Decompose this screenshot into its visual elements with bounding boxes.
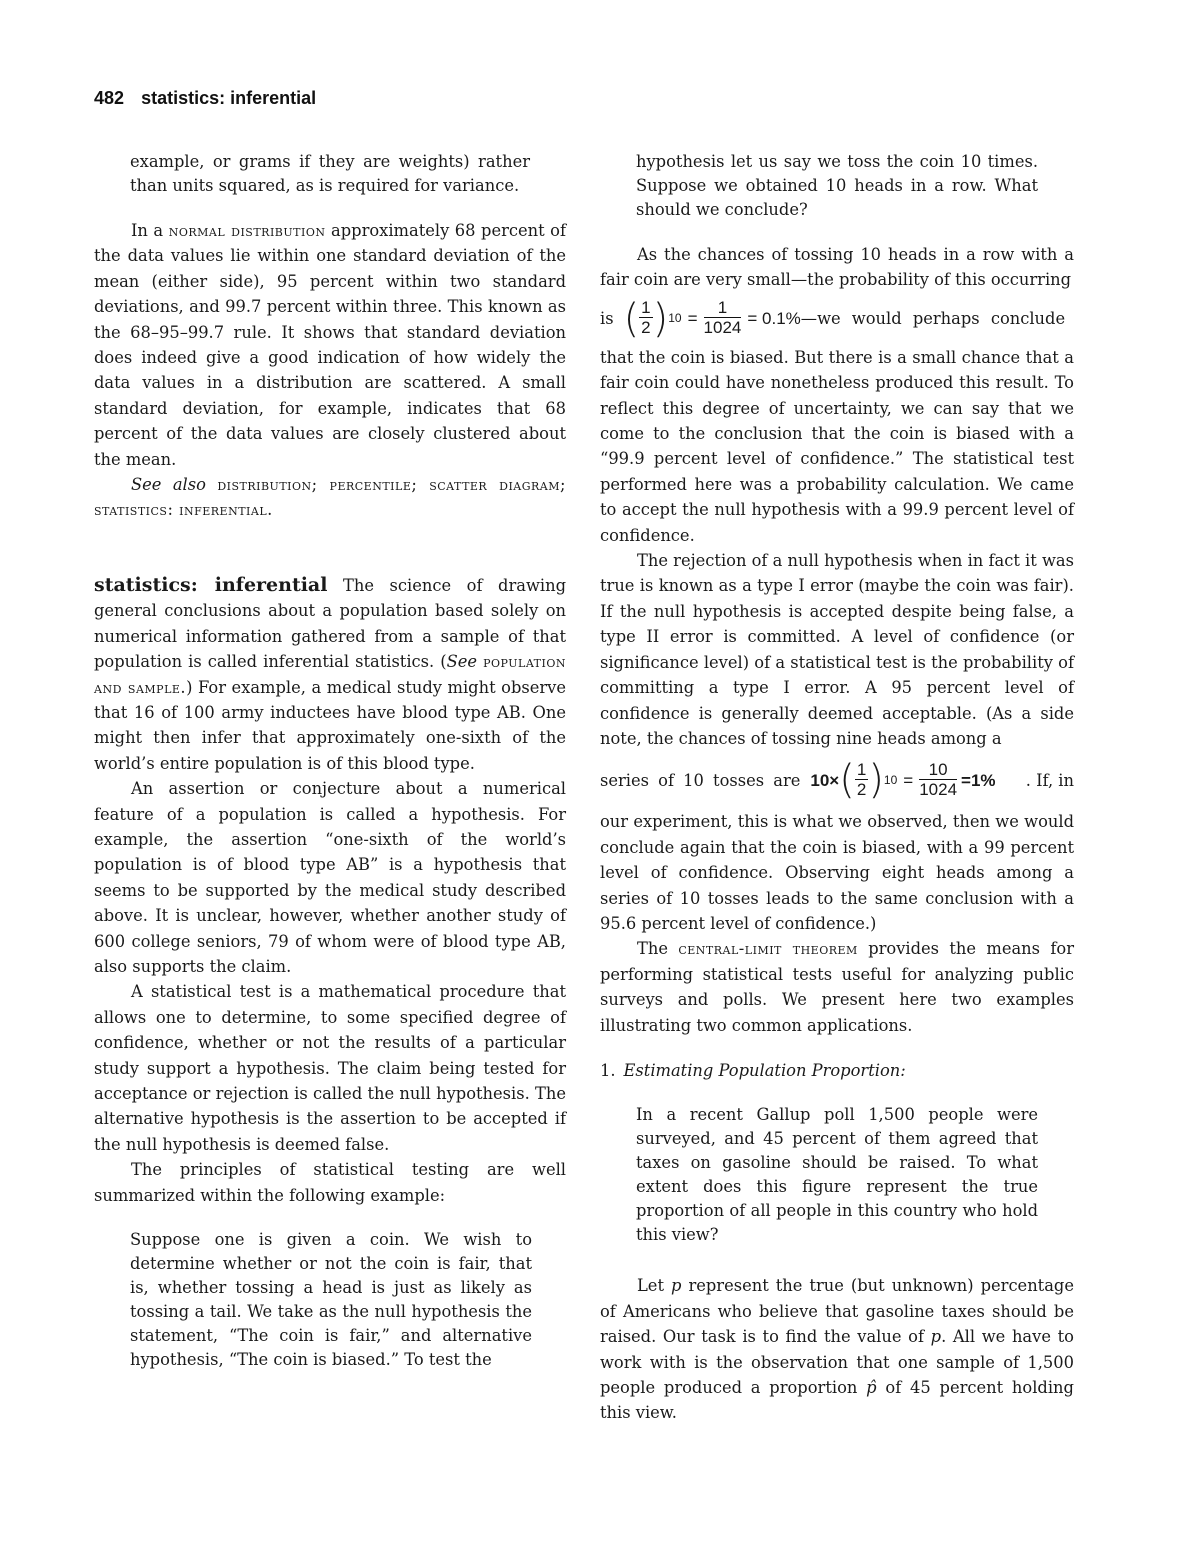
paragraph-type-errors: The rejection of a null hypothesis when in fact it was true is known as a type I error (maybe the coin was fair). If the null hypothesis is accepted despite being false, a type II error is committed. A level of confidence (or significance level) of a statistical test is the probability of committing a type I error. A 95 percent level of confidence is generally deemed acceptable. (As a side note, the chances of tossing nine heads among a	[600, 551, 1074, 748]
paragraph-normal-distribution: In a normal distribution approximately 68 percent of the data values lie within one standard deviation of the mean (either side), 95 percent within two standard deviations, and 99.7 percent within three. This known as the 68–95–99.7 rule. It shows that standard deviation does indeed give a good indication of how widely the data values in a distribution are scattered. A small standard deviation, for example, indicates that 68 percent of the data values are closely clustered about the mean.	[94, 221, 567, 469]
paragraph-principles: The principles of statistical testing are well summarized within the following example:	[94, 1160, 566, 1205]
entry-statistics-inferential: statistics: inferential The science of drawing general conclusions about a population based solely on numerical information gathered from a sample of that population is called inferential statistics. (See population and sample.) For example, a medical study might observe that 16 of 100 army inductees have blood type AB. One might then infer that approximately one-sixth of the world’s entire population is of this blood type.	[94, 573, 567, 773]
xref-population-and-sample[interactable]: population and sample.	[94, 652, 566, 697]
list-item-estimating-proportion: 1. Estimating Population Proportion:	[600, 1060, 906, 1080]
page-number: 482	[94, 88, 125, 108]
left-column	[94, 150, 566, 1372]
equation-nine-heads: series of 10 tosses are 10× ( $\frac{1}{2}$ ) 10 = $\frac{10}{1024}$ =1% . If, in	[600, 757, 1074, 804]
quote-coin-continued: hypothesis let us say we toss the coin 10 times. Suppose we obtained 10 heads in a row. What should we conclude?	[636, 152, 1038, 219]
see-also: See also distribution; percentile; scatter diagram; statistics: inferential.	[94, 475, 566, 520]
paragraph-nine-heads-continued: our experiment, this is what we observed, then we would conclude again that the coin is biased, with a 99 percent level of confidence. Observing eight heads among a series of 10 tosses leads to the same conclusion with a 95.6 percent level of confidence.)	[600, 812, 1074, 933]
quote-gallup-poll: In a recent Gallup poll 1,500 people were surveyed, and 45 percent of them agreed that taxes on gasoline should be raised. To what extent does this figure represent the true proportion of all people in this country who hold this view?	[636, 1105, 1038, 1245]
right-column	[600, 150, 1074, 1426]
running-title: statistics: inferential	[141, 88, 317, 108]
equation-probability: is ( $\frac{1}{2}$ ) 10 = $\frac{1}{1024}$ = 0.1% —we would perhaps conclude	[600, 295, 1066, 342]
paragraph-central-limit: The central-limit theorem provides the means for performing statistical tests useful for analyzing public surveys and polls. We present here two examples illustrating two common applications.	[600, 939, 1074, 1035]
paragraph-chances-continued: that the coin is biased. But there is a small chance that a fair coin could have nonetheless produced this result. To reflect this degree of uncertainty, we can say that we come to the conclusion that the coin is biased with a “99.9 percent level of confidence.” The statistical test performed here was a probability calculation. We came to accept the null hypothesis with a 99.9 percent level of confidence.	[600, 347, 1074, 545]
paragraph-statistical-test: A statistical test is a mathematical procedure that allows one to determine, to some specified degree of confidence, whether or not the results of a particular study support a hypothesis. The claim being tested for acceptance or rejection is called the null hypothesis. The alternative hypothesis is the assertion to be accepted if the null hypothesis is deemed false.	[94, 982, 566, 1154]
xref-normal-distribution[interactable]: normal distribution	[168, 221, 326, 240]
entry-title: statistics: inferential	[94, 573, 328, 596]
quote-variance: example, or grams if they are weights) rather than units squared, as is required for variance.	[130, 152, 530, 195]
see-also-links[interactable]: distribution; percentile; scatter diagram; statistics: inferential.	[94, 475, 566, 520]
paragraph-hypothesis: An assertion or conjecture about a numerical feature of a population is called a hypothesis. For example, the assertion “one-sixth of the world’s population is of blood type AB” is a hypothesis that seems to be supported by the medical study described above. It is unclear, however, whether another study of 600 college seniors, 79 of whom were of blood type AB, also supports the claim.	[94, 779, 566, 976]
paragraph-chances: As the chances of tossing 10 heads in a row with a fair coin are very small—the probability of this occurring	[600, 245, 1074, 290]
page-header	[94, 88, 316, 109]
xref-central-limit-theorem[interactable]: central-limit theorem	[678, 939, 858, 959]
paragraph-let-p: Let p represent the true (but unknown) percentage of Americans who believe that gasoline taxes should be raised. Our task is to find the value of p. All we have to work with is the observation that one sample of 1,500 people produced a proportion p̂ of 45 percent holding this view.	[600, 1276, 1074, 1423]
quote-coin-example: Suppose one is given a coin. We wish to determine whether or not the coin is fair, that is, whether tossing a head is just as likely as tossing a tail. We take as the null hypothesis the statement, “The coin is fair,” and alternative hypothesis, “The coin is biased.” To test the	[130, 1230, 532, 1370]
